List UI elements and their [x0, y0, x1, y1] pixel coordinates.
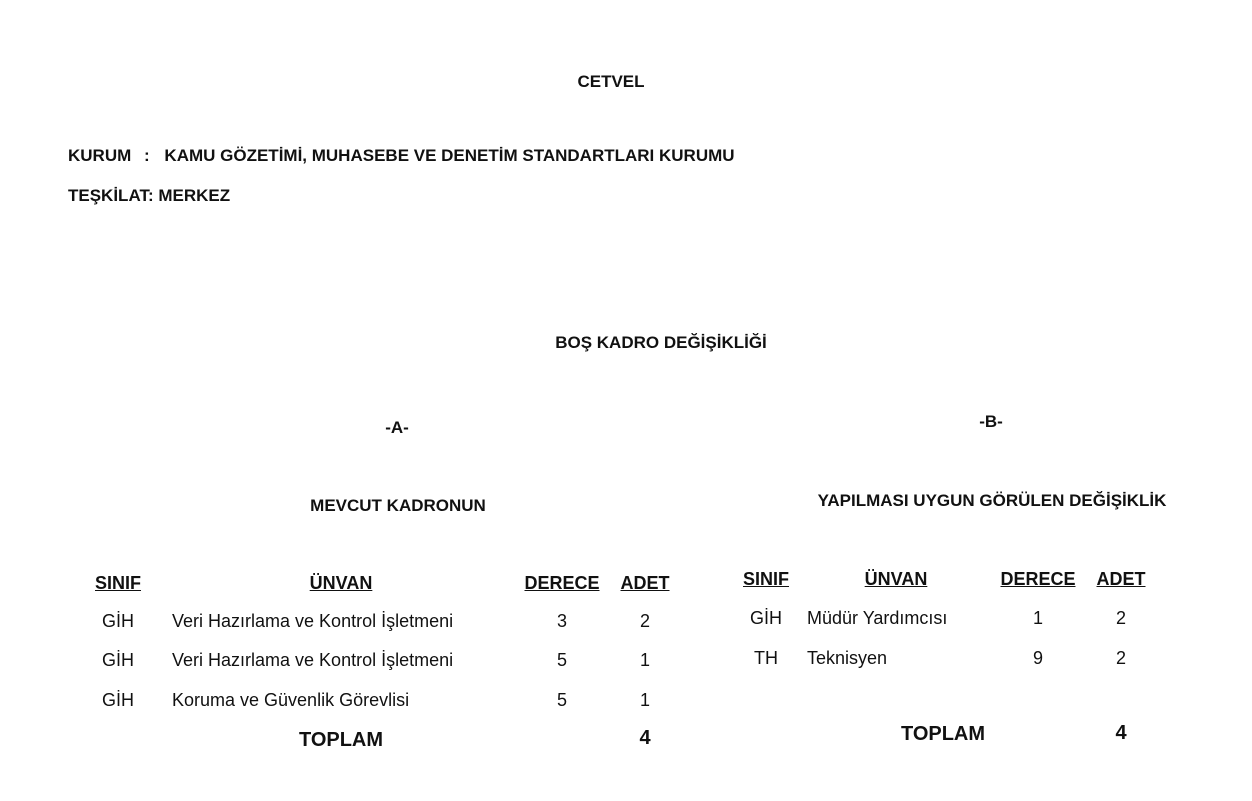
section-a-total-label: TOPLAM	[298, 729, 384, 751]
section-a-header-sinif: SINIF	[94, 573, 142, 593]
section-a-heading: MEVCUT KADRONUN	[310, 496, 486, 515]
section-a-row-2-unvan: Veri Hazırlama ve Kontrol İşletmeni	[172, 650, 454, 670]
section-b-header-unvan: ÜNVAN	[864, 569, 928, 589]
section-b-row-2-derece: 9	[1032, 648, 1044, 668]
kurum-label: KURUM	[68, 146, 132, 165]
teskilat-line: TEŞKİLAT: MERKEZ	[68, 186, 231, 205]
section-b-row-2-adet: 2	[1115, 648, 1127, 668]
section-b-row-1-unvan: Müdür Yardımcısı	[807, 608, 948, 628]
section-a-row-3-adet: 1	[639, 690, 651, 710]
section-b-header-sinif: SINIF	[742, 569, 790, 589]
section-a-header-adet: ADET	[620, 573, 670, 593]
section-a-row-2-sinif: GİH	[101, 650, 135, 670]
section-b-heading: YAPILMASI UYGUN GÖRÜLEN DEĞİŞİKLİK	[817, 491, 1167, 510]
section-b-total-value: 4	[1115, 722, 1127, 744]
document-title: CETVEL	[577, 72, 645, 91]
section-a-row-1-sinif: GİH	[101, 611, 135, 631]
section-b-total-label: TOPLAM	[900, 723, 986, 745]
section-a-row-1-unvan: Veri Hazırlama ve Kontrol İşletmeni	[172, 611, 454, 631]
section-b-header-adet: ADET	[1096, 569, 1146, 589]
document-subtitle: BOŞ KADRO DEĞİŞİKLİĞİ	[555, 333, 767, 352]
section-b-row-1-adet: 2	[1115, 608, 1127, 628]
section-b-row-1-sinif: GİH	[749, 608, 783, 628]
section-b-row-2-unvan: Teknisyen	[807, 648, 888, 668]
section-a-row-3-unvan: Koruma ve Güvenlik Görevlisi	[172, 690, 410, 710]
section-a-marker: -A-	[385, 418, 409, 437]
section-a-row-2-adet: 1	[639, 650, 651, 670]
section-b-row-1-derece: 1	[1032, 608, 1044, 628]
kurum-separator: :	[144, 146, 150, 165]
section-a-row-1-adet: 2	[639, 611, 651, 631]
section-a-total-value: 4	[639, 727, 651, 749]
section-b-row-2-sinif: TH	[754, 648, 778, 668]
section-a-header-derece: DERECE	[524, 573, 600, 593]
section-a-row-3-derece: 5	[556, 690, 568, 710]
section-a-header-unvan: ÜNVAN	[309, 573, 373, 593]
section-b-header-derece: DERECE	[1000, 569, 1076, 589]
kurum-value: KAMU GÖZETİMİ, MUHASEBE VE DENETİM STANDARTLARI KURUMU	[164, 146, 735, 165]
kurum-line	[68, 146, 735, 166]
section-b-marker: -B-	[979, 412, 1003, 431]
section-a-row-3-sinif: GİH	[101, 690, 135, 710]
section-a-row-2-derece: 5	[556, 650, 568, 670]
section-a-row-1-derece: 3	[556, 611, 568, 631]
